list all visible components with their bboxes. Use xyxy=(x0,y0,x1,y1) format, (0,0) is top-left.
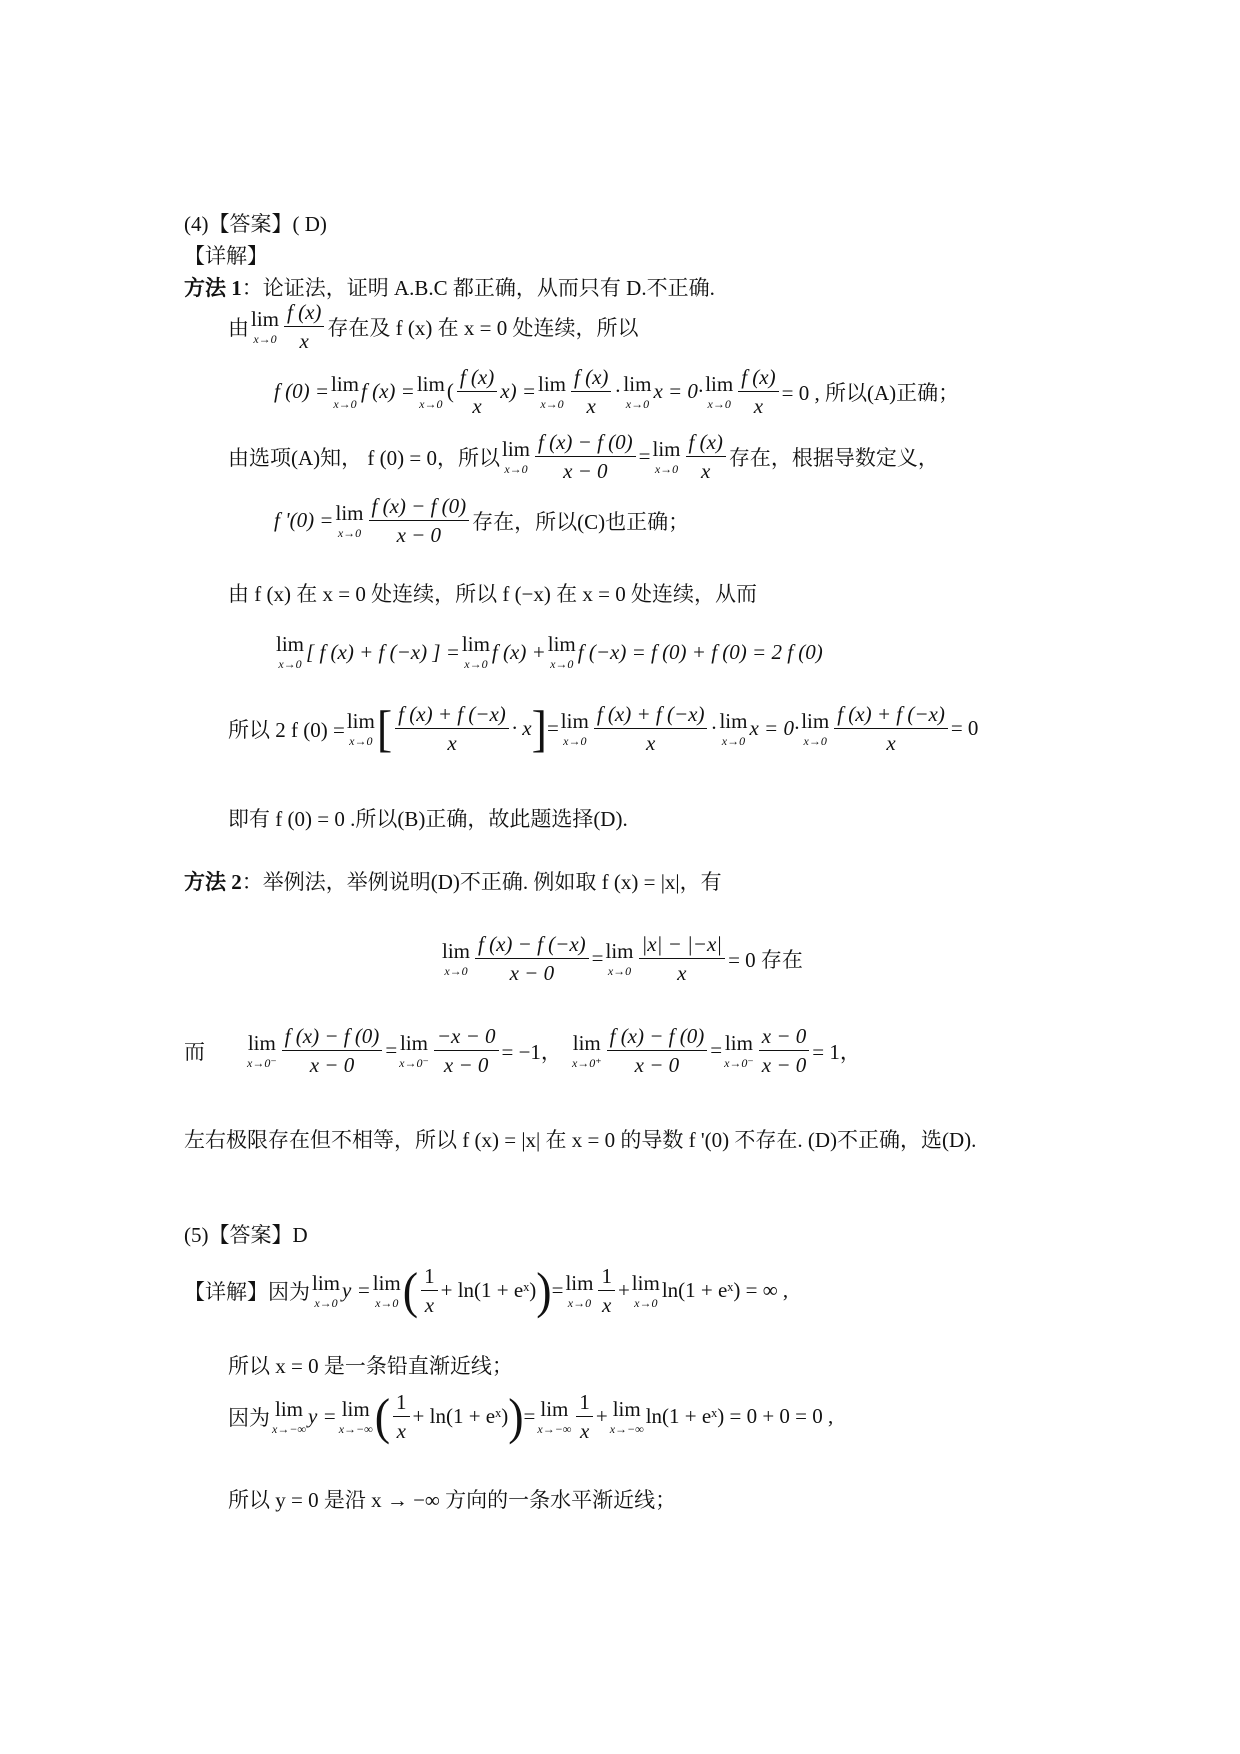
limit xyxy=(537,1396,572,1436)
math: f (0) = xyxy=(274,379,329,404)
q4-line4 xyxy=(274,494,689,547)
math: f (−x) = f (0) + f (0) = 2 f (0) xyxy=(577,639,823,664)
fraction xyxy=(369,494,470,547)
lim-sub: x→0 xyxy=(803,733,827,748)
q5-answer-header xyxy=(184,1219,308,1249)
numerator: 1 xyxy=(598,1264,615,1291)
q4-line1 xyxy=(228,300,639,353)
denominator: x xyxy=(701,459,711,484)
numerator: x − 0 xyxy=(759,1024,810,1051)
lim-text: lim xyxy=(442,938,471,963)
math: = xyxy=(523,1404,536,1429)
lim-text: lim xyxy=(276,632,305,656)
q4-line2 xyxy=(274,365,959,418)
denominator: x xyxy=(472,394,482,419)
fraction xyxy=(686,430,726,483)
lim-text: lim xyxy=(331,371,360,396)
fraction xyxy=(457,365,497,418)
q4-answer-text: (4)【答案】( D) xyxy=(184,212,327,236)
math: = xyxy=(710,1038,723,1063)
math: + ln(1 + eˣ) xyxy=(440,1278,537,1303)
lim-sub: x→0 xyxy=(278,657,302,671)
lim-sub: x→−∞ xyxy=(272,1421,306,1436)
limit xyxy=(272,1396,306,1436)
fraction xyxy=(282,1024,383,1077)
limit xyxy=(399,1030,429,1070)
lim-text: lim xyxy=(560,708,589,733)
lim-sub: x→0 xyxy=(337,525,362,540)
fraction xyxy=(421,1264,438,1317)
lim-sub: x→0 xyxy=(721,733,746,748)
lim-sub: x→0 xyxy=(540,396,564,411)
q4-line11 xyxy=(184,1124,976,1154)
fraction xyxy=(475,932,589,985)
denominator: x xyxy=(299,329,309,354)
numerator: f (x) − f (0) xyxy=(282,1024,383,1051)
method2-label: 方法 2 xyxy=(184,870,242,894)
numerator: −x − 0 xyxy=(434,1024,499,1051)
fraction xyxy=(759,1024,810,1077)
q5-line3 xyxy=(228,1390,833,1443)
lim-text: lim xyxy=(501,436,530,461)
q4-line6 xyxy=(274,634,823,670)
lim-text: lim xyxy=(461,632,490,656)
denominator: x − 0 xyxy=(309,1053,355,1078)
text: = 0 存在 xyxy=(728,947,803,972)
fraction xyxy=(393,1390,410,1443)
denominator: x xyxy=(424,1293,435,1318)
denominator: x xyxy=(677,961,687,986)
numerator: f (x) − f (0) xyxy=(535,430,636,457)
lim-sub: x→0 xyxy=(654,461,679,476)
fraction xyxy=(535,430,636,483)
limit xyxy=(276,634,304,670)
left-paren: ( xyxy=(374,1388,391,1445)
lim-text: lim xyxy=(372,1270,401,1295)
lim-text: lim xyxy=(341,1396,370,1421)
math: = xyxy=(546,716,559,741)
lim-sub: x→0 xyxy=(375,1295,399,1310)
text: 所以 y = 0 是沿 x → −∞ 方向的一条水平渐近线； xyxy=(228,1488,677,1512)
math: y = xyxy=(307,1404,337,1429)
numerator: f (x) xyxy=(284,300,324,327)
left-bracket: [ xyxy=(376,700,393,757)
lim-text: lim xyxy=(652,436,681,461)
lim-text: lim xyxy=(399,1030,428,1055)
denominator: x xyxy=(579,1419,590,1444)
denominator: x xyxy=(586,394,596,419)
right-paren: ) xyxy=(536,1262,552,1319)
numerator: f (x) + f (−x) xyxy=(594,702,708,729)
math: ln(1 + eˣ) = ∞ , xyxy=(661,1278,789,1303)
math: f '(0) = xyxy=(274,508,334,533)
math: x = 0· xyxy=(653,379,704,404)
denominator: x xyxy=(396,1419,406,1444)
lim-sub: x→0 xyxy=(504,461,528,476)
denominator: x xyxy=(645,731,656,756)
q4-line7 xyxy=(228,702,978,755)
lim-sub: x→0 xyxy=(349,733,373,748)
lim-sub: x→0⁺ xyxy=(571,1055,602,1070)
lim-text: lim xyxy=(631,1270,660,1295)
math: = −1， xyxy=(501,1039,562,1064)
fraction xyxy=(284,300,324,353)
lim-sub: x→0 xyxy=(625,396,650,411)
q4-answer-header xyxy=(184,208,327,238)
math: + xyxy=(617,1278,630,1303)
lim-sub: x→0 xyxy=(707,396,731,411)
math: = xyxy=(638,444,651,469)
numerator: f (x) xyxy=(457,365,497,392)
numerator: f (x) − f (0) xyxy=(607,1024,708,1051)
limit xyxy=(652,436,681,476)
math: ( xyxy=(446,379,454,404)
lim-sub: x→0 xyxy=(634,1295,658,1310)
math: + xyxy=(595,1404,608,1429)
numerator: 1 xyxy=(576,1390,593,1417)
text: 由 xyxy=(228,315,249,340)
text: 由选项(A)知， f (0) = 0，所以 xyxy=(228,445,500,470)
q4-detail-text: 【详解】 xyxy=(184,244,268,268)
numerator: 1 xyxy=(421,1264,438,1291)
fraction xyxy=(571,365,611,418)
limit xyxy=(571,1030,602,1070)
lim-text: lim xyxy=(565,1270,594,1295)
fraction xyxy=(434,1024,499,1077)
math: f (x) + xyxy=(491,639,546,664)
numerator: f (x) xyxy=(738,365,778,392)
lim-text: lim xyxy=(605,938,634,963)
limit xyxy=(335,500,364,540)
denominator: x − 0 xyxy=(563,459,608,484)
text: 存在，根据导数定义， xyxy=(728,445,939,470)
lim-sub: x→0 xyxy=(607,963,632,978)
text: 所以 x = 0 是一条铅直渐近线； xyxy=(228,1354,513,1378)
limit xyxy=(538,371,567,411)
fraction xyxy=(738,365,778,418)
lim-sub: x→0⁻ xyxy=(724,1055,754,1070)
limit xyxy=(462,634,490,670)
lim-sub: x→0 xyxy=(444,963,468,978)
math: [ f (x) + f (−x) ] = xyxy=(306,639,460,664)
denominator: x xyxy=(886,731,896,756)
lim-sub: x→0⁻ xyxy=(399,1055,429,1070)
denominator: x xyxy=(447,731,457,756)
limit xyxy=(338,1396,373,1436)
lim-text: lim xyxy=(251,306,280,331)
lim-text: lim xyxy=(623,371,652,396)
limit xyxy=(801,708,830,748)
lim-sub: x→0 xyxy=(314,1295,338,1310)
lim-text: lim xyxy=(416,371,445,396)
lim-sub: x→0 xyxy=(253,331,277,346)
math: = 1， xyxy=(812,1039,861,1064)
math: y = xyxy=(342,1278,371,1303)
numerator: |x| − |−x| xyxy=(639,932,726,959)
math: · x xyxy=(511,716,532,741)
math: x) = xyxy=(500,379,536,404)
numerator: f (x) + f (−x) xyxy=(395,702,509,729)
denominator: x − 0 xyxy=(634,1053,680,1078)
limit xyxy=(312,1270,341,1310)
q4-line5 xyxy=(228,578,757,608)
lim-sub: x→−∞ xyxy=(537,1421,572,1436)
left-paren: ( xyxy=(402,1262,419,1319)
q4-method2 xyxy=(184,866,722,896)
text: 由 f (x) 在 x = 0 处连续，所以 f (−x) 在 x = 0 处连续，从而 xyxy=(228,582,757,606)
fraction xyxy=(607,1024,708,1077)
math: = 0 xyxy=(950,716,979,741)
lim-text: lim xyxy=(547,632,576,656)
denominator: x xyxy=(753,394,764,419)
text: 左右极限存在但不相等，所以 f (x) = |x| 在 x = 0 的导数 f '(0) 不存在. (D)不正确，选(D). xyxy=(184,1128,977,1152)
limit xyxy=(247,1030,277,1070)
numerator: f (x) xyxy=(571,365,611,392)
numerator: f (x) xyxy=(686,430,726,457)
math: · xyxy=(710,716,718,741)
limit xyxy=(331,371,360,411)
lim-text: lim xyxy=(312,1270,341,1295)
fraction xyxy=(639,932,726,985)
math: + ln(1 + eˣ) xyxy=(412,1404,509,1429)
math: = xyxy=(385,1038,398,1063)
limit xyxy=(724,1030,754,1070)
limit xyxy=(609,1396,644,1436)
limit xyxy=(605,938,634,978)
lim-text: lim xyxy=(540,1396,569,1421)
text: 存在及 f (x) 在 x = 0 处连续，所以 xyxy=(327,315,639,340)
text: 即有 f (0) = 0 .所以(B)正确，故此题选择(D). xyxy=(228,807,628,831)
q4-line10 xyxy=(184,1024,861,1077)
q4-line3 xyxy=(228,430,939,483)
lim-text: lim xyxy=(801,708,830,733)
fraction xyxy=(834,702,948,755)
lim-text: lim xyxy=(346,708,375,733)
limit xyxy=(416,371,445,411)
text: = 0 , 所以(A)正确； xyxy=(781,380,960,405)
lim-text: lim xyxy=(538,371,567,396)
math: ln(1 + eˣ) = 0 + 0 = 0 , xyxy=(645,1404,834,1429)
q4-line9 xyxy=(440,932,803,985)
denominator: x xyxy=(602,1293,612,1318)
q4-line8 xyxy=(228,803,628,833)
lim-sub: x→0⁻ xyxy=(247,1055,277,1070)
lim-text: lim xyxy=(247,1030,276,1055)
limit xyxy=(442,938,471,978)
q5-line1 xyxy=(184,1264,788,1317)
limit xyxy=(719,708,748,748)
math: x = 0· xyxy=(749,716,800,741)
lim-sub: x→0 xyxy=(567,1295,592,1310)
lim-sub: x→0 xyxy=(419,396,443,411)
math: · xyxy=(614,379,622,404)
lim-text: lim xyxy=(572,1030,601,1055)
q5-line2 xyxy=(228,1350,513,1380)
lim-text: lim xyxy=(705,371,734,396)
math: = xyxy=(551,1278,564,1303)
denominator: x − 0 xyxy=(761,1053,807,1078)
denominator: x − 0 xyxy=(396,523,442,548)
numerator: 1 xyxy=(393,1390,410,1417)
lim-text: lim xyxy=(612,1396,641,1421)
limit xyxy=(560,708,589,748)
lim-sub: x→0 xyxy=(550,657,574,671)
method1-label: 方法 1 xyxy=(184,276,242,300)
numerator: f (x) + f (−x) xyxy=(834,702,948,729)
math: = xyxy=(591,946,604,971)
lim-sub: x→0 xyxy=(333,396,357,411)
q4-detail-header xyxy=(184,240,268,270)
right-paren: ) xyxy=(508,1388,524,1445)
fraction xyxy=(598,1264,615,1317)
lim-sub: x→0 xyxy=(464,657,488,671)
right-bracket: ] xyxy=(531,700,547,757)
limit xyxy=(565,1270,594,1310)
math: f (x) = xyxy=(361,379,415,404)
denominator: x − 0 xyxy=(443,1053,489,1078)
text: 【详解】因为 xyxy=(184,1279,310,1304)
q4-method1 xyxy=(184,272,715,302)
text: 存在，所以(C)也正确； xyxy=(472,509,690,534)
lim-sub: x→0 xyxy=(563,733,587,748)
fraction xyxy=(395,702,509,755)
text: 因为 xyxy=(228,1405,270,1430)
lim-text: lim xyxy=(335,500,364,525)
numerator: f (x) − f (0) xyxy=(369,494,470,521)
fraction xyxy=(594,702,708,755)
lim-sub: x→−∞ xyxy=(609,1421,644,1436)
limit xyxy=(346,708,375,748)
numerator: f (x) − f (−x) xyxy=(475,932,589,959)
q5-line4 xyxy=(228,1484,676,1514)
text: 而 xyxy=(184,1039,205,1064)
method1-text: ：论证法，证明 A.B.C 都正确，从而只有 D.不正确. xyxy=(241,276,715,300)
limit xyxy=(251,306,280,346)
limit xyxy=(631,1270,660,1310)
limit xyxy=(548,634,576,670)
limit xyxy=(623,371,652,411)
method2-text: ：举例法，举例说明(D)不正确. 例如取 f (x) = |x|，有 xyxy=(241,870,722,894)
lim-sub: x→−∞ xyxy=(338,1421,373,1436)
limit xyxy=(705,371,734,411)
lim-text: lim xyxy=(274,1396,303,1421)
denominator: x − 0 xyxy=(509,961,555,986)
q5-answer-text: (5)【答案】D xyxy=(184,1223,308,1247)
lim-text: lim xyxy=(724,1030,753,1055)
fraction xyxy=(576,1390,593,1443)
limit xyxy=(372,1270,401,1310)
lim-text: lim xyxy=(719,708,748,733)
text: 所以 2 f (0) = xyxy=(228,717,345,742)
limit xyxy=(501,436,530,476)
